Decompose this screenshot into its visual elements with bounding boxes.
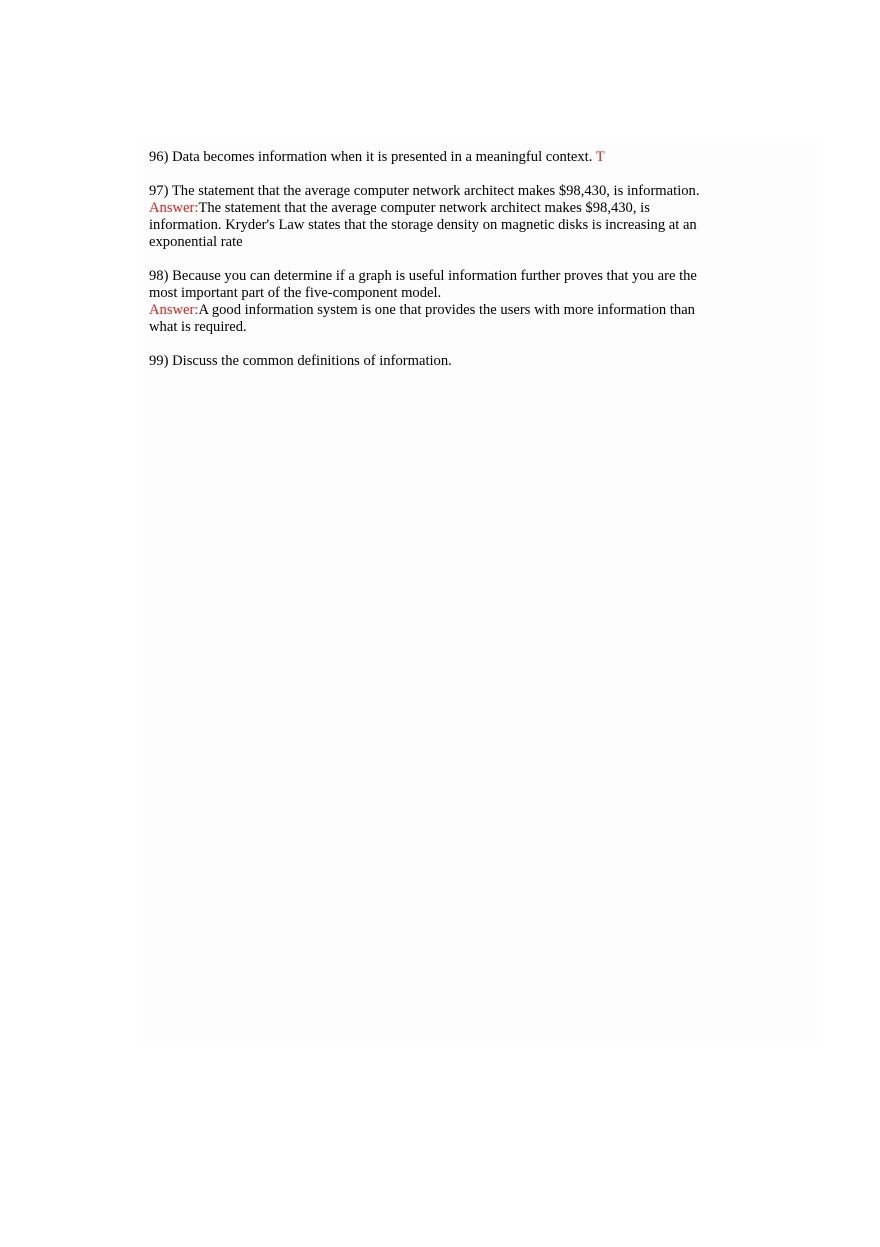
answer-text: T [595,149,605,165]
question-text: Data becomes information when it is presented in a meaningful context. [172,149,593,165]
question-text: The statement that the average computer network architect makes $98,430, is information. [171,183,700,199]
question-number: 99) [149,353,169,369]
question-98 [149,268,721,336]
question-97 [149,183,721,251]
answer-text: The statement that the average computer network architect makes $98,430, is information. Kryder's Law states that the storage density on magnetic disks is increasing at an exponential rate [149,200,697,250]
question-99 [149,353,721,370]
question-number: 98) [149,268,169,284]
question-96 [149,149,721,166]
question-number: 97) [149,183,169,199]
question-text: Discuss the common definitions of information. [172,353,452,369]
document-body [149,149,721,387]
answer-text: A good information system is one that provides the users with more information than what is required. [149,302,695,335]
question-text: Because you can determine if a graph is useful information further proves that you are the most important part of the five-component model. [149,268,697,301]
answer-label: Answer: [149,302,199,318]
question-number: 96) [149,149,169,165]
answer-label: Answer: [149,200,199,216]
